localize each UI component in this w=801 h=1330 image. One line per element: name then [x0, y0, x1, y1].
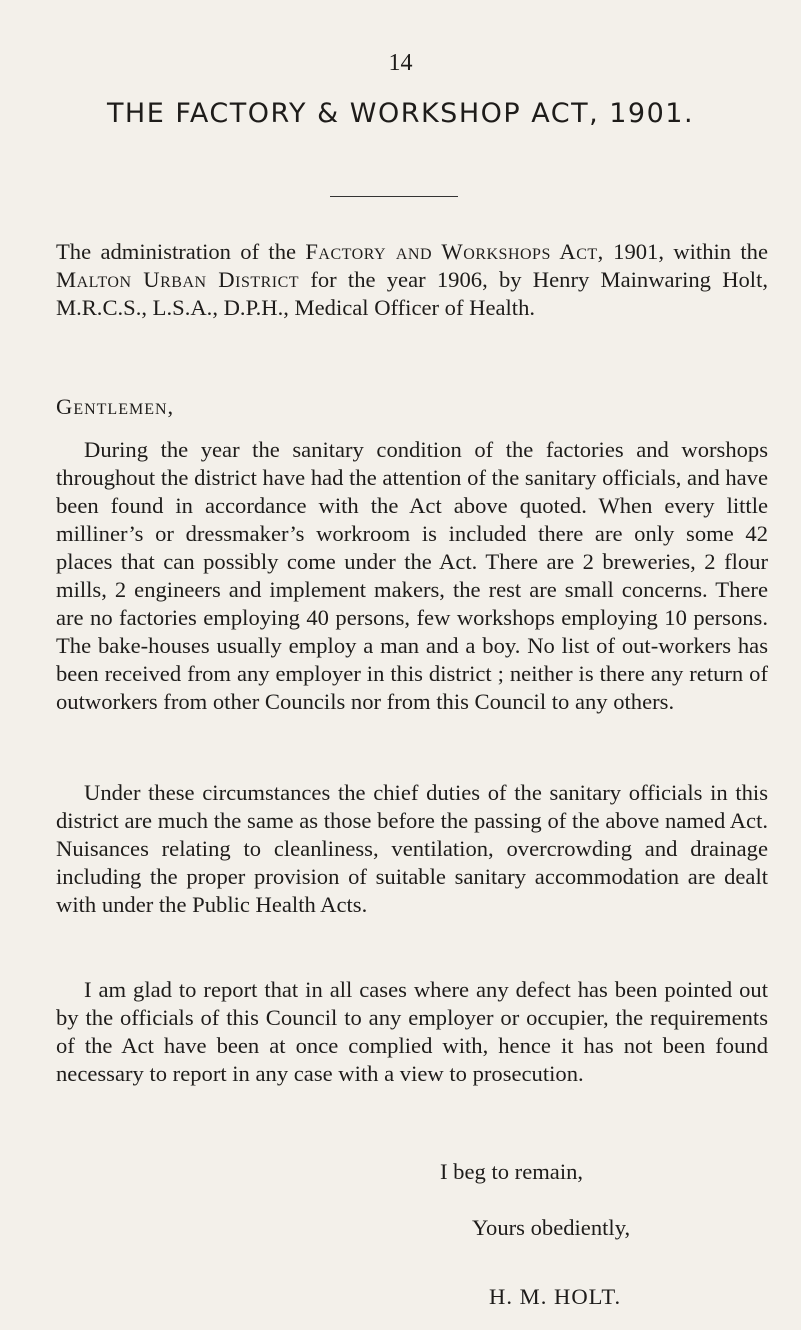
- body-paragraph-1: During the year the sanitary condition of the factories and worshops throughout the district have had the attention of the sanitary officials, and have been found in accordance with the Act above quoted. When every little milliner’s or dressmaker’s workroom is included there are only some 42 places that can possibly come under the Act. There are 2 breweries, 2 flour mills, 2 engineers and implement makers, the rest are small concerns. There are no factories employing 40 persons, few workshops employing 10 persons. The bake-houses usually employ a man and a boy. No list of out-workers has been received from any employer in this district ; neither is there any return of outworkers from other Councils nor from this Council to any others.: [56, 437, 768, 714]
- intro-text-1: The administration of the: [56, 239, 306, 264]
- body-paragraph-2: Under these circumstances the chief duties of the sanitary officials in this district are much the same as those before the passing of the above named Act. Nuisances relating to cleanliness, ventilation, overcrowding and drainage including the proper provision of suitable sanitary accommodation are dealt with under the Public Health Acts.: [56, 780, 768, 917]
- closing-line-1: I beg to remain,: [440, 1159, 584, 1184]
- act-name: Factory and Workshops Act,: [305, 239, 604, 264]
- salutation: Gentlemen,: [56, 394, 175, 419]
- closing-line-2: Yours obediently,: [472, 1215, 631, 1240]
- intro-text-3: for the year 1906, by Henry Mainwaring Holt, M.R.C.S., L.S.A., D.P.H., Medical Officer of Health.: [56, 267, 769, 320]
- page-number: 14: [388, 50, 413, 76]
- district-name: Malton Urban District: [56, 267, 300, 292]
- document-title: THE FACTORY & WORKSHOP ACT, 1901.: [106, 98, 695, 129]
- title-divider: [330, 196, 458, 197]
- body-paragraph-3: I am glad to report that in all cases where any defect has been pointed out by the officials of this Council to any employer or occupier, the requirements of the Act have been at once complied with, hence it has not been found necessary to report in any case with a view to prosecution.: [56, 977, 768, 1086]
- signature: H. M. HOLT.: [489, 1284, 622, 1309]
- intro-paragraph: [56, 238, 768, 322]
- intro-text-2: 1901, within the: [603, 239, 768, 264]
